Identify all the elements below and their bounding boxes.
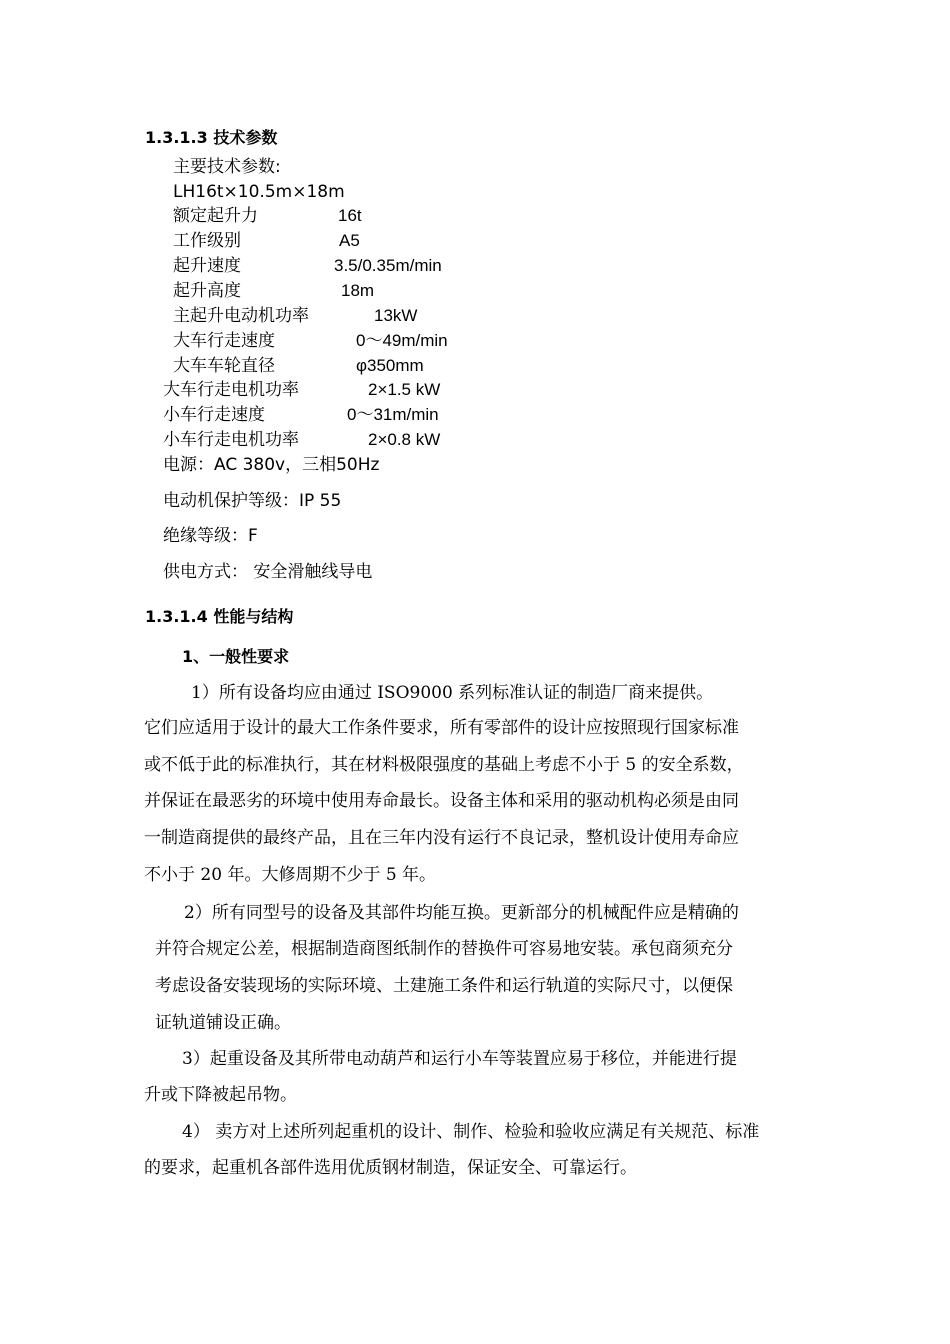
section-heading-tech-params: 1.3.1.3 技术参数 xyxy=(145,128,278,147)
param-value: 0～31m/min xyxy=(347,405,439,424)
param-value: 3.5/0.35m/min xyxy=(334,256,442,275)
param-value: 2×0.8 kW xyxy=(368,430,441,449)
param-value: A5 xyxy=(339,231,360,250)
param-value: 16t xyxy=(338,206,362,225)
protection-spec: 电动机保护等级：IP 55 xyxy=(163,491,342,511)
paragraph-line: 考虑设备安装现场的实际环境、土建施工条件和运行轨道的实际尺寸，以便保 xyxy=(155,976,733,996)
param-label: 大车行走电机功率 xyxy=(163,380,299,400)
paragraph-line: 并保证在最恶劣的环境中使用寿命最长。设备主体和采用的驱动机构必须是由同 xyxy=(144,791,739,811)
sub-heading-general: 1、一般性要求 xyxy=(182,647,290,666)
paragraph-line: 它们应适用于设计的最大工作条件要求，所有零部件的设计应按照现行国家标准 xyxy=(144,718,739,738)
power-spec: 电源：AC 380v，三相50Hz xyxy=(163,455,380,475)
paragraph-line: 或不低于此的标准执行，其在材料极限强度的基础上考虑不小于 5 的安全系数， xyxy=(144,755,744,775)
section-heading-performance: 1.3.1.4 性能与结构 xyxy=(145,607,294,626)
param-value: 0～49m/min xyxy=(356,331,448,350)
param-label: 大车车轮直径 xyxy=(173,356,275,376)
param-value: 18m xyxy=(341,281,375,300)
param-label: 小车行走速度 xyxy=(163,405,265,425)
param-label: 主起升电动机功率 xyxy=(173,306,309,326)
paragraph-line: 并符合规定公差，根据制造商图纸制作的替换件可容易地安装。承包商须充分 xyxy=(155,939,733,959)
paragraph-line: 3）起重设备及其所带电动葫芦和运行小车等装置应易于移位，并能进行提 xyxy=(182,1049,737,1069)
param-value: φ350mm xyxy=(356,356,424,375)
paragraph-line: 的要求，起重机各部件选用优质钢材制造，保证安全、可靠运行。 xyxy=(144,1158,637,1178)
model-spec: LH16t×10.5m×18m xyxy=(173,182,345,202)
param-label: 大车行走速度 xyxy=(173,331,275,351)
params-intro: 主要技术参数: xyxy=(173,157,281,177)
insulation-spec: 绝缘等级：F xyxy=(163,526,258,546)
paragraph-line: 证轨道铺设正确。 xyxy=(155,1013,291,1033)
param-label: 小车行走电机功率 xyxy=(163,430,299,450)
param-label: 额定起升力 xyxy=(173,206,258,226)
paragraph-line: 2）所有同型号的设备及其部件均能互换。更新部分的机械配件应是精确的 xyxy=(184,903,739,923)
paragraph-line: 不小于 20 年。大修周期不少于 5 年。 xyxy=(144,865,437,885)
param-value: 2×1.5 kW xyxy=(368,380,441,399)
paragraph-line: 4） 卖方对上述所列起重机的设计、制作、检验和验收应满足有关规范、标准 xyxy=(182,1122,760,1142)
param-label: 起升高度 xyxy=(173,281,241,301)
paragraph-line: 1）所有设备均应由通过 ISO9000 系列标准认证的制造厂商来提供。 xyxy=(191,683,714,703)
param-label: 工作级别 xyxy=(173,231,241,251)
param-label: 起升速度 xyxy=(173,256,241,276)
paragraph-line: 升或下降被起吊物。 xyxy=(144,1085,297,1105)
paragraph-line: 一制造商提供的最终产品，且在三年内没有运行不良记录，整机设计使用寿命应 xyxy=(144,828,739,848)
param-value: 13kW xyxy=(374,306,418,325)
supply-spec: 供电方式： 安全滑触线导电 xyxy=(163,562,373,582)
